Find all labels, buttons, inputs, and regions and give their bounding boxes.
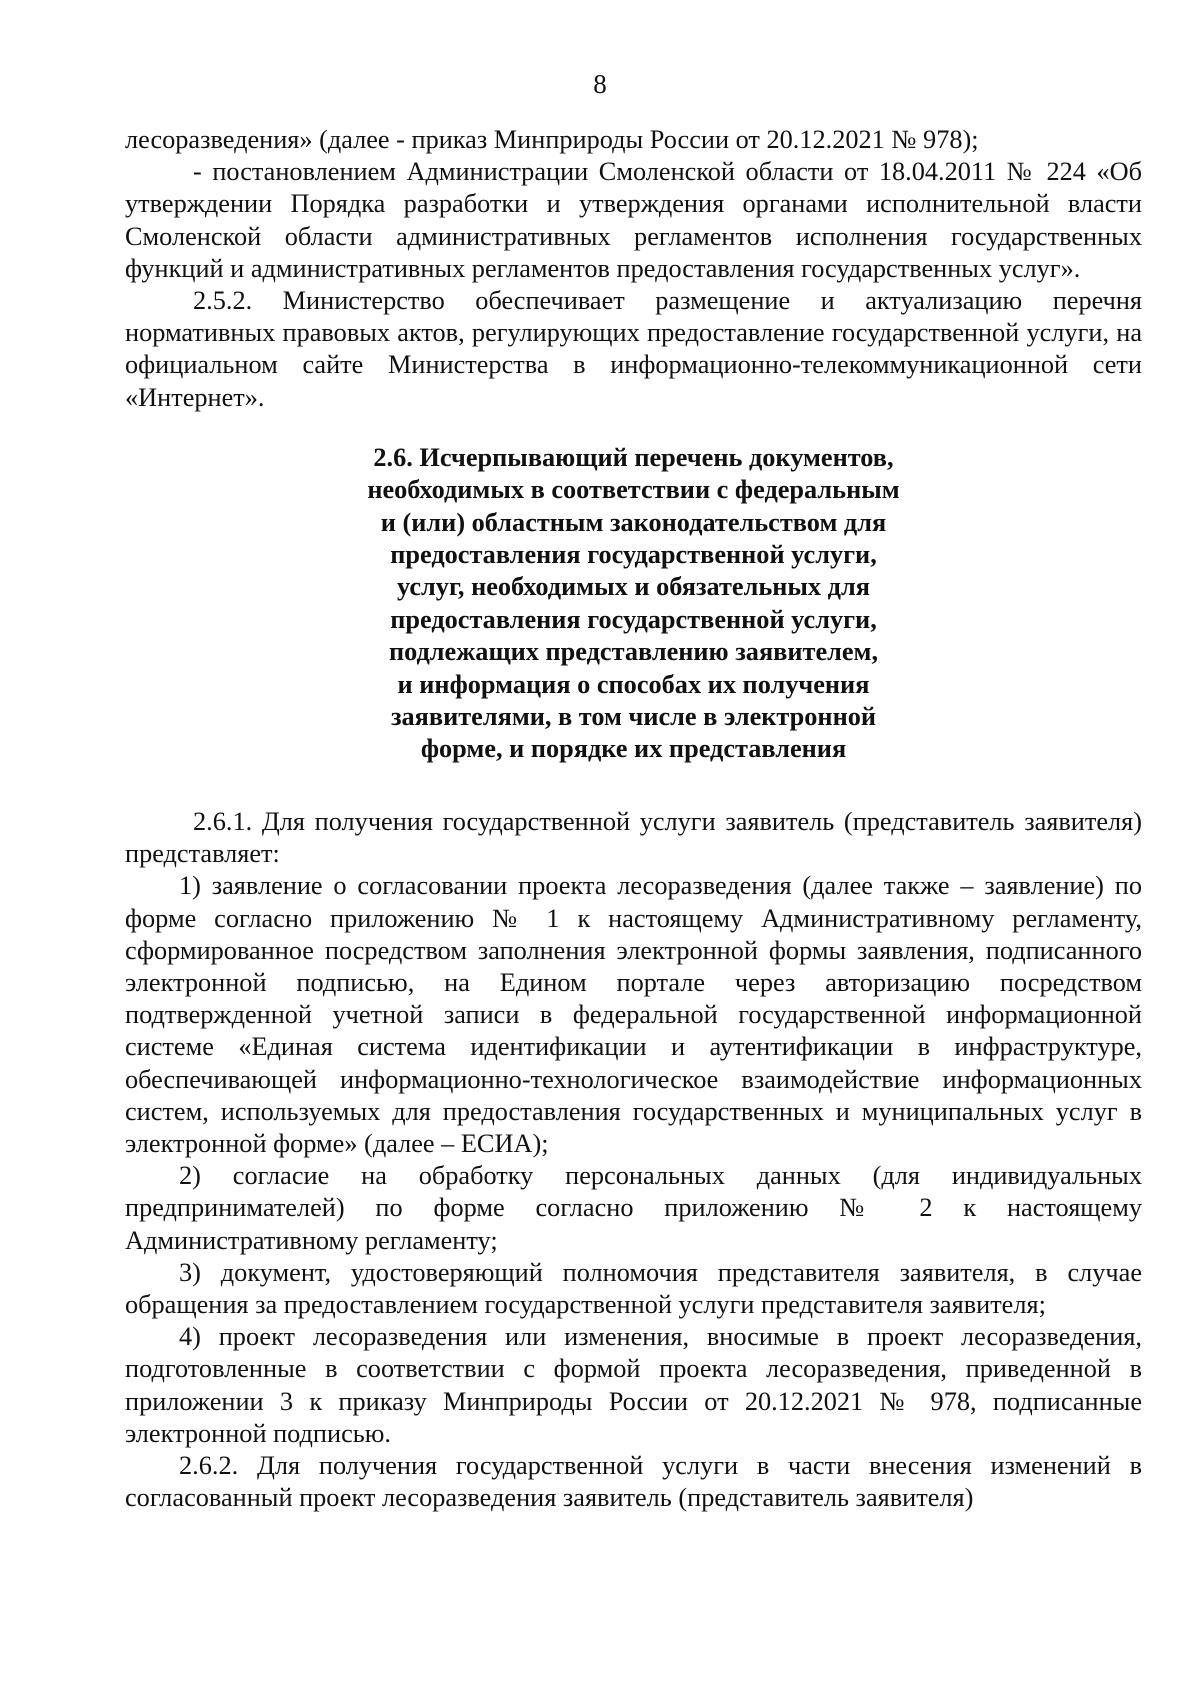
heading-line: услуг, необходимых и обязательных для: [397, 572, 870, 602]
heading-line: предоставления государственной услуги,: [390, 604, 877, 634]
heading-line: заявителями, в том числе в электронной: [390, 702, 877, 732]
heading-line: предоставления государственной услуги,: [390, 540, 877, 570]
list-item-3-authority-document: 3) документ, удостоверяющий полномочия представителя заявителя, в случае обращения за предоставлением государственной услуги представителя заявителя;: [125, 1257, 1142, 1319]
paragraph-order-reference: лесоразведения» (далее - приказ Минприроды России от 20.12.2021 № 978);: [125, 125, 979, 154]
list-item-4-project: 4) проект лесоразведения или изменения, вносимые в проект лесоразведения, подготовленные в соответствии с формой проекта лесоразведения, приведенной в приложении 3 к приказу Минприроды России от 20.12.2021 № 978, подписанные электронной подписью.: [125, 1322, 1142, 1448]
heading-line: необходимых в соответствии с федеральным: [367, 475, 900, 505]
list-item-2-consent: 2) согласие на обработку персональных данных (для индивидуальных предпринимателей) по форме согласно приложению № 2 к настоящему Административному регламенту;: [125, 1161, 1142, 1255]
paragraph-2-5-2: 2.5.2. Министерство обеспечивает размещение и актуализацию перечня нормативных правовых актов, регулирующих предоставление государственной услуги, на официальном сайте Министерства в информационно-телекоммуникационной сети «Интернет».: [125, 286, 1142, 412]
page-number: 8: [593, 69, 607, 99]
heading-line: и информация о способах их получения: [397, 669, 870, 699]
paragraph-smolensk-resolution: - постановлением Администрации Смоленской области от 18.04.2011 № 224 «Об утверждении Порядка разработки и утверждения органами исполнительной власти Смоленской области административных регламентов исполнения государственных функций и административных регламентов предоставления государственных услуг».: [125, 157, 1142, 283]
heading-line: и (или) областным законодательством для: [380, 507, 887, 537]
paragraph-2-6-1: 2.6.1. Для получения государственной услуги заявитель (представитель заявителя) представляет:: [125, 806, 1142, 869]
heading-line: 2.6. Исчерпывающий перечень документов,: [373, 442, 894, 472]
section-heading-2-6: [324, 442, 944, 766]
document-body: [125, 124, 1142, 1514]
paragraph-2-6-2: 2.6.2. Для получения государственной услуги в части внесения изменений в согласованный проект лесоразведения заявитель (представитель заявителя): [125, 1450, 1142, 1513]
heading-line: подлежащих представлению заявителем,: [388, 637, 879, 667]
list-item-1-application: 1) заявление о согласовании проекта лесоразведения (далее также – заявление) по форме согласно приложению № 1 к настоящему Административному регламенту, сформированное посредством заполнения электронной формы заявления, подписанного электронной подписью, на Едином портале через авторизацию посредством подтвержденной учетной записи в федеральной государственной информационной системе «Единая система идентификации и аутентификации в инфраструктуре, обеспечивающей информационно-технологическое взаимодействие информационных систем, используемых для предоставления государственных и муниципальных услуг в электронной форме» (далее – ЕСИА);: [125, 871, 1142, 1158]
heading-line: форме, и порядке их представления: [420, 734, 847, 764]
